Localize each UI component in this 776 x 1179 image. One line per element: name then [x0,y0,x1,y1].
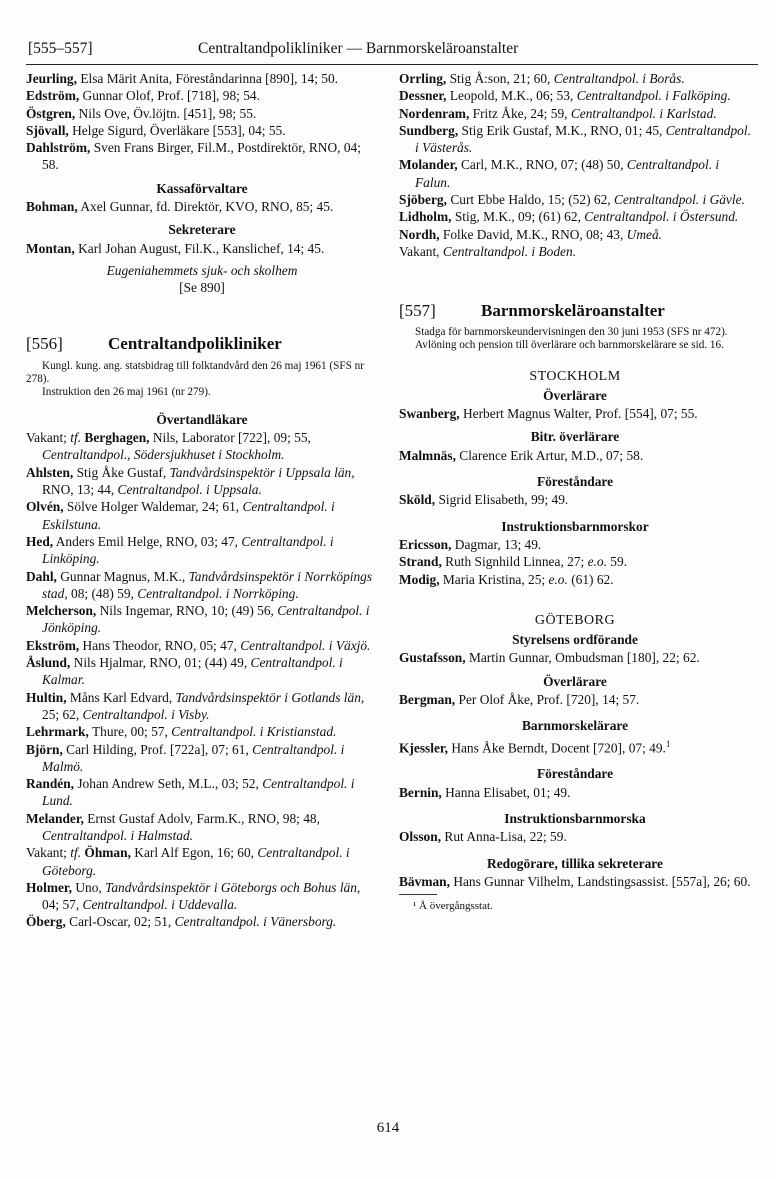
running-title: Centraltandpolikliniker — Barnmorskeläroanstalter [198,40,519,57]
list-item: Edström, Gunnar Olof, Prof. [718], 98; 54. [26,88,260,104]
subheading: Instruktionsbarnmorska [504,810,646,826]
list-item: Hultin, Måns Karl Edvard, Tandvårdsinspektör i Gotlands län, 25; 62, Centraltandpol. i Visby. [26,689,365,722]
subheading: Föreståndare [536,766,614,782]
list-item: Vakant; tf. Berghagen, Nils, Laborator [722], 09; 55, Centraltandpol., Södersjukhuset i Stockholm. [26,430,311,463]
list-item: Bernin, Hanna Elisabet, 01; 49. [399,784,571,800]
section-number: [556] [26,333,63,353]
subheading: Styrelsens ordförande [512,632,638,648]
list-item: Sjöberg, Curt Ebbe Haldo, 15; (52) 62, Centraltandpol. i Gävle. [399,192,745,208]
section-note: Kungl. kung. ang. statsbidrag till folktandvård den 26 maj 1961 (SFS nr 278). Instruktion den 26 maj 1961 (nr 279). [26,359,364,398]
subheading: Redogörare, tillika sekreterare [487,855,663,871]
left-column [26,70,378,931]
city-goteborg: GÖTEBORG [534,612,616,628]
subheading: Överlärare [543,673,607,689]
subheading: Barnmorskelärare [521,718,629,734]
list-item: Dahl, Gunnar Magnus, M.K., Tandvårdsinspektör i Norrköpings stad, 08; (48) 59, Centraltandpol. i Norrköping. [26,568,373,601]
list-item: Bävman, Hans Gunnar Vilhelm, Landstingsassist. [557a], 26; 60. [399,873,751,889]
list-item: Lidholm, Stig, M.K., 09; (61) 62, Centraltandpol. i Östersund. [399,209,739,225]
section-title: Centraltandpolikliniker [108,333,282,353]
list-item: Strand, Ruth Signhild Linnea, 27; e.o. 59. [399,554,628,570]
subheading-sekreterare: Sekreterare [168,222,236,238]
list-item: Sundberg, Stig Erik Gustaf, M.K., RNO, 01; 45, Centraltandpol. i Västerås. [399,122,751,156]
subheading-overtandlakare: Övertandläkare [156,411,248,427]
list-item: Kjessler, Hans Åke Berndt, Docent [720], 07; 49.$^1$ [399,738,671,756]
list-item: Lehrmark, Thure, 00; 57, Centraltandpol. i Kristianstad. [26,724,337,740]
list-item: Ahlsten, Stig Åke Gustaf, Tandvårdsinspektör i Uppsala län, RNO, 13; 44, Centraltandpol. i Uppsala. [26,464,355,498]
page-number: 614 [376,1120,400,1136]
list-item: Modig, Maria Kristina, 25; e.o. (61) 62. [399,571,614,587]
list-item: Östgren, Nils Ove, Öv.löjtn. [451], 98; 55. [26,105,257,121]
section-title: Barnmorskeläroanstalter [481,301,665,321]
subheading: Instruktionsbarnmorskor [501,518,649,534]
subheading-kassaforvaltare: Kassaförvaltare [156,180,248,196]
list-item: Olvén, Sölve Holger Waldemar, 24; 61, Centraltandpol. i Eskilstuna. [26,499,335,532]
section-number: [557] [399,301,436,321]
list-item: Nordh, Folke David, M.K., RNO, 08; 43, Umeå. [399,226,662,242]
list-item: Randén, Johan Andrew Seth, M.L., 03; 52, Centraltandpol. i Lund. [26,776,355,809]
list-item: Hed, Anders Emil Helge, RNO, 03; 47, Centraltandpol. i Linköping. [26,533,334,567]
list-item: Björn, Carl Hilding, Prof. [722a], 07; 61, Centraltandpol. i Malmö. [26,741,345,774]
list-item: Melander, Ernst Gustaf Adolv, Farm.K., RNO, 98; 48, Centraltandpol. i Halmstad. [26,810,320,843]
subheading: Föreståndare [536,474,614,490]
list-item: Ericsson, Dagmar, 13; 49. [399,536,542,552]
list-item: Sköld, Sigrid Elisabeth, 99; 49. [399,492,569,508]
list-item: Orrling, Stig Å:son, 21; 60, Centraltandpol. i Borås. [399,71,685,86]
list-item: Melcherson, Nils Ingemar, RNO, 10; (49) 56, Centraltandpol. i Jönköping. [26,603,370,636]
list-item: Bergman, Per Olof Åke, Prof. [720], 14; 57. [399,692,640,708]
list-item: Dahlström, Sven Frans Birger, Fil.M., Postdirektör, RNO, 04; 58. [26,140,361,173]
header-rule [26,64,758,65]
eugenia-title: Eugeniahemmets sjuk- och skolhem [106,262,298,278]
subheading: Bitr. överlärare [530,429,620,445]
list-item: Malmnäs, Clarence Erik Artur, M.D., 07; 58. [399,447,644,463]
list-item: Vakant, Centraltandpol. i Boden. [399,243,577,259]
page-range: [555–557] [28,40,93,57]
list-item: Öberg, Carl-Oscar, 02; 51, Centraltandpol. i Vänersborg. [26,914,337,930]
list-item: Nordenram, Fritz Åke, 24; 59, Centraltandpol. i Karlstad. [399,105,717,121]
list-item: Molander, Carl, M.K., RNO, 07; (48) 50, Centraltandpol. i Falun. [399,157,720,190]
section-header-557 [399,302,751,319]
footnote: ¹ Å övergångsstat. [413,896,751,915]
list-item: Bohman, Axel Gunnar, fd. Direktör, KVO, RNO, 85; 45. [26,199,334,215]
list-item: Montan, Karl Johan August, Fil.K., Kanslichef, 14; 45. [26,240,325,256]
list-item: Jeurling, Elsa Märit Anita, Föreståndarinna [890], 14; 50. [26,71,339,86]
list-item: Vakant; tf. Öhman, Karl Alf Egon, 16; 60, Centraltandpol. i Göteborg. [26,845,350,878]
list-item: Åslund, Nils Hjalmar, RNO, 01; (44) 49, Centraltandpol. i Kalmar. [26,655,343,688]
section-note: Stadga för barnmorskeundervisningen den 30 juni 1953 (SFS nr 472). Avlöning och pension till överlärare och barnmorskelärare se sid. 16. [415,325,728,351]
section-header-556 [26,335,378,352]
subheading: Överlärare [543,387,607,403]
right-column [399,70,751,915]
list-item: Holmer, Uno, Tandvårdsinspektör i Göteborgs och Bohus län, 04; 57, Centraltandpol. i Uddevalla. [26,879,361,913]
list-item: Dessner, Leopold, M.K., 06; 53, Centraltandpol. i Falköping. [399,88,731,104]
list-item: Olsson, Rut Anna-Lisa, 22; 59. [399,829,567,845]
list-item: Gustafsson, Martin Gunnar, Ombudsman [180], 22; 62. [399,650,700,666]
city-stockholm: STOCKHOLM [529,368,621,384]
eugenia-ref: [Se 890] [179,280,225,296]
list-item: Swanberg, Herbert Magnus Walter, Prof. [554], 07; 55. [399,406,698,422]
list-item: Ekström, Hans Theodor, RNO, 05; 47, Centraltandpol. i Växjö. [26,637,371,653]
list-item: Sjövall, Helge Sigurd, Överläkare [553], 04; 55. [26,122,286,138]
